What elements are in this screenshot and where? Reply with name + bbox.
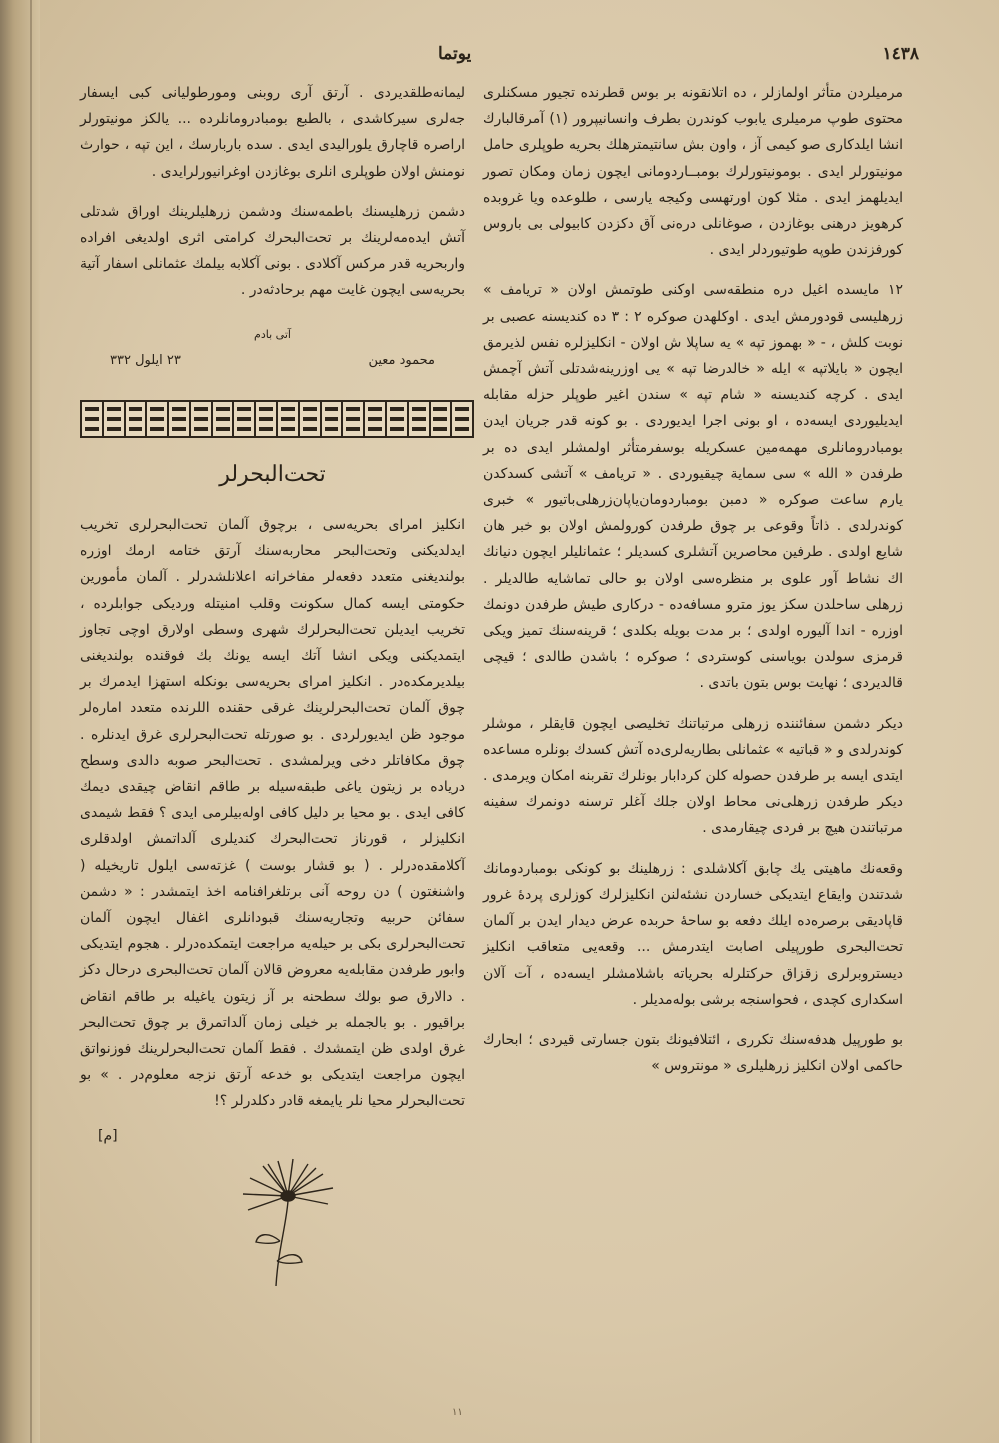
article-title: تحت‌البحرلر xyxy=(219,462,326,487)
article-body: انكليز امراى بحريه‌سى ، برچوق آلمان تحت‌البحرلرى تخريب ايدلديكنى وتحت‌البحر محاربه‌سنك آرتق ختامه ارمك اوزره بولنديغنى متعدد دفعه‌لر مفاخرانه اعلانلشدرلر . آلمان مأمورين حكومتى ايسه كمال سكونت وقلب امنيتله ورديكى جوابلرده ، تخريب ايديلن تحت‌البحرلرك شهرى وسطى اولارق اوچى تجاوز ايتمديكنى ويكى انشا آتك ايسه يونك بك فوقنده بولنديغنى بيلديرمكده‌در . انكليز امراى بحريه‌سى بونكله استهزا ايدمرك بر چوق آلمان تحت‌البحرلرينك غرقى حقنده اللرنده متعدد اماره‌لر موجود ظن ايديورلردى . بو صورتله تحت‌البحرلرى غرق ايدنلره . چوق مكافاتلر دخى ويرلمشدى . تحت‌البحر صوبه دالدى وسطح درياده بر زيتون ياغى طبقه‌سيله بر طاقم انقاض چيقدى ديمك كافى ايدى . بو محيا بر دليل كافى اوله‌بيلرمى ايدى ؟ فقط شيمدى انكليزلر ، قورناز تحت‌البحرك كنديلرى آلداتمش اولدقلرى آكلامقده‌درلر . ( بو قشار بوست ) غزته‌سى ايلول تاريخيله ( واشنغتون ) دن روحه آنى برتلغرافنامه اخذ ايتمشدر : « دشمن سفائن حربيه وتجاريه‌سنك قبودانلرى اغفال ايچون آلمان تحت‌البحرلرى بكى بر حيله‌يه مراجعت ايتمكده‌درلر . هجوم ايتديكى وابور طرفدن مقابله‌يه معروض قالان آلمان تحت‌البحرى درحال دكز . دالارق صو بولك سطحنه بر آز زيتون ياغيله بر طاقم انقاض براقيور . بو بالجمله بر خيلى زمان آلداتمرق بر چوق تحت‌البحر غرق اولدى ظن ايتمشدك . فقط آلمان تحت‌البحرلرينك فوزنواتق ايچون مراجعت ايتديكى بو خدعه آرتق نزجه معلوم‌در . » بو تحت‌البحرلر محيا نلر يايمغه قادر دكلدرلر ؟! xyxy=(80,517,465,1110)
page-footer-mark: ١١ xyxy=(452,1407,463,1418)
signature-place: آتى بادم xyxy=(254,328,291,341)
right-paragraph-5: بو طورپيل هدفه‌سنك تكررى ، ائتلافيونك بتون جسارتى قيردى ؛ ابحارك حاكمى اولان انكليز زرهليلرى « مونتروس » xyxy=(483,1031,903,1075)
signature-date: ٢٣ ايلول ٣٣٢ xyxy=(110,353,181,368)
ornamental-divider xyxy=(80,400,474,438)
right-column xyxy=(483,80,903,1093)
right-paragraph-3: ديكر دشمن سفائننده زرهلى مرتباتنك تخليصى ايچون قايقلر ، موشلر كوندرلدى و « قباتيه » عثمانلى بطاريه‌لرى‌ده آتش كسدك بونلره مساعده ايتدى ايسه بر طرفدن حصوله كلن كردابار بونلرك تقربنه امكان ويرمدى . ديكر طرفدن زرهلى‌نى محاط اولان جلك آغلر ترسنه دونمرك سفينه مرتباتندن هيچ بر فردى چيقارمدى . xyxy=(483,715,903,837)
signature-block xyxy=(80,328,465,368)
left-paragraph-1: ليمانه‌طلقديردى . آرتق آرى روبنى ومورطوليانى كبى ايسفار جه‌لرى سيركاشدى ، بالطبع بومبادرومانلرده ... يالكز مونيتورلر اراصره قاچارق يلوراليدى ايدى . سده باربارسك ، اين تپه ، حوارث نومنش اولان طوپلرى انلرى بوغازدن اوغرانيورلرايدى . xyxy=(80,85,465,180)
right-paragraph-4: وقعه‌نك ماهيتى يك چابق آكلاشلدى : زرهلينك بو كونكى بومباردومانك شدتندن وايقاع ايتديكى خساردن نشئه‌لنن انكليزلرك كوزلرى پردهٔ غرور قاپاديقى برصره‌ده ايلك دفعه بو ساحهٔ حربده عرض ديدار ايدن بر آلمان تحت‌البحرى طورپيلى اصابت ايتدرمش ... وقعه‌يى متعاقب انكليز ديستروبرلرى زقزاق حركتلرله بحرياته باشلامشلر ايسه‌ده ، آت آلان اسكدارى كچدى ، فحواسنجه برشى بوله‌مديلر . xyxy=(483,860,903,1008)
page-number: ١٤٣٨ xyxy=(882,44,919,64)
binding-edge-line xyxy=(30,0,32,1443)
right-paragraph-1: مرميلردن متأثر اولمازلر ، ده اتلانقونه بر بوس قطرنده تجيور مسكنلرى محتوى طوپ مرميلرى يابوب كوندرن بطرف وانسانيپرور (١) آمرقالبارك انشا ايلدكارى صو كيمى آز ، واون بش سانتيمترهلك بحريه طوپلرى حامل مونيتورلر ايدى . بومونيتورلرك بومبــاردومانى ايچون زمان ومكان تصور ايديلهمز ايدى . مثلا كون اورتهسى وكيجه يارسى ، طلوعده ويا غروبده كرهويز درهنى بوغازدن ، صوغانلى دره‌نى آق دكزدن كابيولى بى باروس كورفزندن طوپه طوتيوردلر ايدى . xyxy=(483,85,903,259)
left-paragraph-2: دشمن زرهليسنك باطمه‌سنك ودشمن زرهليلرينك اوراق شدتلى آتش ايده‌مه‌لرينك بر تحت‌البحرك كرامتى اثرى اولديغى افراده واربحريه قدر مركس آكلادى . بونى آكلابه بيلمك عثمانلى اسفار آتية بحريه‌سى ايچون غايت مهم برحادثه‌در . xyxy=(80,203,465,299)
flower-ornament-icon xyxy=(228,1156,358,1296)
article-end-mark: [م] xyxy=(98,1128,118,1144)
binding-spine xyxy=(0,0,40,1443)
journal-name: يوتما xyxy=(438,44,472,64)
left-column-top xyxy=(80,80,465,318)
signature-author: محمود معين xyxy=(368,353,435,368)
right-paragraph-2: ١٢ مايسده اغيل دره منطقه‌سى اوكنى طوتمش اولان « تريامف » زرهليسى قودورمش ايدى . اوكلهدن صوكره ٢ : ٣ ده كنديسنه عصبى بر نوبت كلش ، - « بهموز تپه » يه ساپلا ش اولان - انكليزلره نفس لذيرمق ايچون « بايلاتپه » ايله « خالدرضا تپه » يى اوزرينه‌شدتلى آتش آچمش ايدى . كرچه كنديسنه « شام تپه » سندن اغير طوپلر حزله مقابله ايديليوردى ايسه‌ده ، او بونى اجرا ايديوردى . بو كونه قدر جريان ايدن بومبادرومانلرى مهمه‌مين عسكريله بوسفرمتأثر اولمشلر ايدى ده بر طرفدن « الله » سى سماية چيقيوردى . « تريامف » آتشى كسدكدن يارم ساعت صوكره « دمبن بومباردومان‌ياپان‌زرهلى‌باتيور » خبرى كوندرلدى . ذاتاً وقوعى بر چوق طرفدن كورولمش اولان بو خبر هان شايع اولدى . طرفين محاصرين آتشلرى كسديلر ؛ عثمانليلر ايچون دنيانك اك نشاط آور علوى بر منظره‌سى اولان بو حالى تماشايه طالديلر . زرهلى ساحلدن سكز يوز مترو مسافه‌ده - دركارى طيش طرفدن دونمك اوزره - اندا آليوره اولدى ؛ بر مدت بويله بكلدى ؛ قرينه‌سنك تميز ويكى قرمزى سولدن بوياسنى كوستردى ؛ صوكره ؛ باشدن طالدى ؛ قيچى قالديردى ؛ نهايت بوس بتون باتدى . xyxy=(483,282,904,692)
